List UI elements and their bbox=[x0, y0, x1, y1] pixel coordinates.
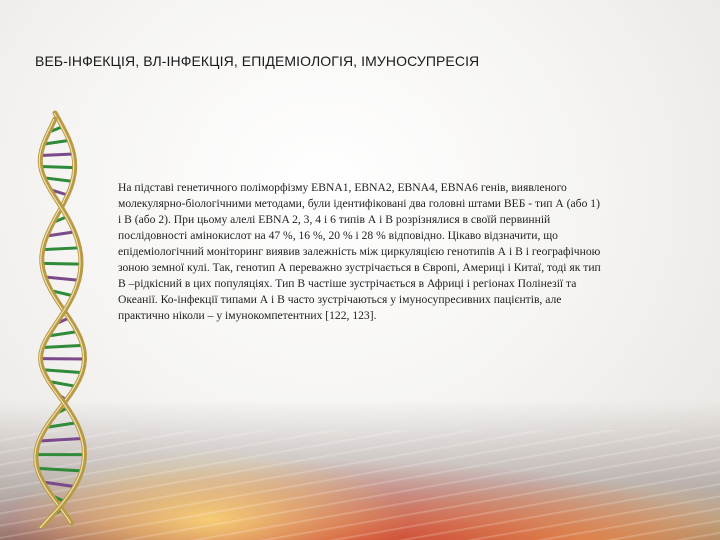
dna-rung bbox=[42, 345, 82, 347]
dna-rung bbox=[43, 370, 82, 373]
slide-title: ВЕБ-ІНФЕКЦІЯ, ВЛ-ІНФЕКЦІЯ, ЕПІДЕМІОЛОГІЯ, ІМУНОСУПРЕСІЯ bbox=[35, 53, 480, 69]
dna-rung bbox=[41, 167, 75, 168]
dna-rung bbox=[43, 248, 80, 250]
dna-rung bbox=[37, 468, 82, 471]
dna-rung bbox=[41, 154, 74, 155]
dna-rung bbox=[42, 263, 81, 264]
dna-helix-image bbox=[10, 108, 120, 528]
dna-rung bbox=[45, 277, 79, 280]
slide-body-text: На підставі генетичного поліморфізму EBNA1, EBNA2, EBNA4, EBNA6 генів, виявленого молекулярно-біологічними методами, були ідентифіковані два головні штами ВЕБ - тип А (або 1) і В (або 2). При цьому алелі EBNA 2, 3, 4 і 6 типів А і В розрізнялися в своїй первинній послідовності амінокислот на 47 %, 16 %, 20 % і 28 % відповідно. Цікаво відзначити, що епідеміологічний моніторинг виявив залежність між циркуляцією генотипів А і В і географічною зоною земної кулі. Так, генотип А переважно зустрічається в Європі, Америці і Китаї, тоді як тип В –рідкісний в цих популяціях. Тип В частіше зустрічається в Африці і регіонах Полінезії та Океанії. Ко-інфекції типами А і В часто зустрічаються у імуносупресивних пацієнтів, але практично ніколи – у імунокомпетентних [122, 123]. bbox=[118, 181, 601, 322]
dna-rung bbox=[39, 438, 82, 441]
dna-rung bbox=[44, 178, 73, 182]
